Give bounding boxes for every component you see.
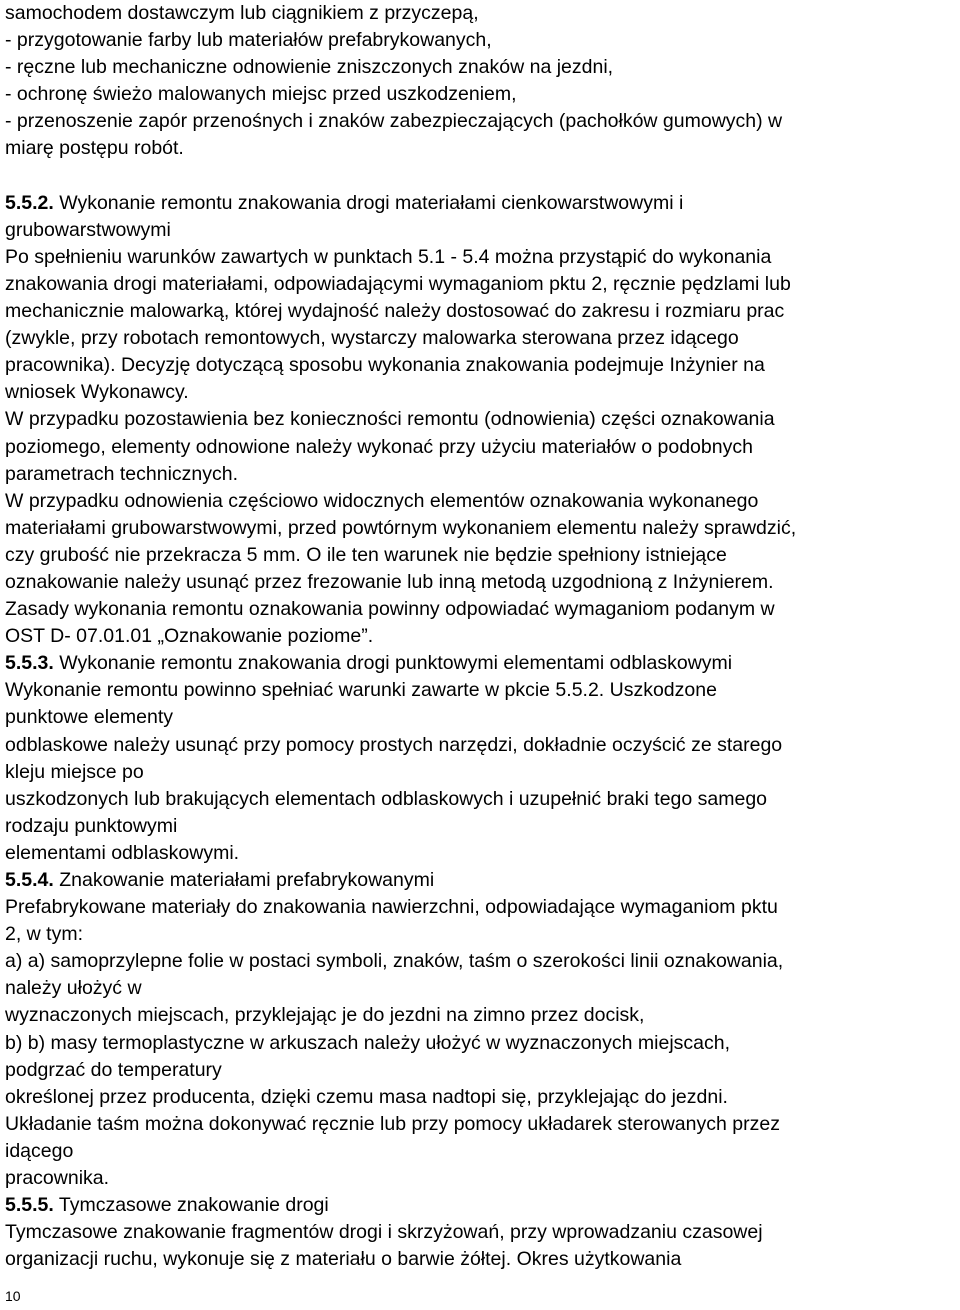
text-line: - przenoszenie zapór przenośnych i znaków zabezpieczających (pachołków gumowych) w xyxy=(5,110,783,133)
text-line: - przygotowanie farby lub materiałów prefabrykowanych, xyxy=(5,29,492,52)
section-number: 5.5.3. xyxy=(5,652,54,675)
blank-line xyxy=(5,163,955,190)
text-line: 2, w tym: xyxy=(5,923,84,946)
section-title: Znakowanie materiałami prefabrykowanymi xyxy=(53,869,435,891)
text-line: czy grubość nie przekracza 5 mm. O ile ten warunek nie będzie spełniony istniejące xyxy=(5,543,727,566)
text-line: podgrzać do temperatury xyxy=(5,1058,222,1081)
text-line: Prefabrykowane materiały do znakowania nawierzchni, odpowiadające wymaganiom pktu xyxy=(5,896,778,919)
text-line: określonej przez producenta, dzięki czemu masa nadtopi się, przyklejając do jezdni. xyxy=(5,1085,728,1108)
text-line: punktowe elementy xyxy=(5,706,174,729)
text-line: Wykonanie remontu powinno spełniać warunki zawarte w pkcie 5.5.2. Uszkodzone xyxy=(5,679,717,702)
section-heading xyxy=(5,190,955,217)
section-number: 5.5.5. xyxy=(5,1194,54,1217)
text-line: oznakowanie należy usunąć przez frezowanie lub inną metodą uzgodnioną z Inżynierem. xyxy=(5,570,774,593)
text-line: znakowania drogi materiałami, odpowiadającymi wymaganiom pktu 2, ręcznie pędzlami lub xyxy=(5,272,791,295)
text-line: Po spełnieniu warunków zawartych w punktach 5.1 - 5.4 można przystąpić do wykonania xyxy=(5,245,772,268)
text-line: wyznaczonych miejscach, przyklejając je do jezdni na zimno przez docisk, xyxy=(5,1004,645,1027)
section-title: Wykonanie remontu znakowania drogi punktowymi elementami odblaskowymi xyxy=(53,652,733,675)
text-line: mechanicznie malowarką, której wydajność należy dostosować do zakresu i rozmiaru prac xyxy=(5,300,785,323)
text-line: b) b) masy termoplastyczne w arkuszach należy ułożyć w wyznaczonych miejscach, xyxy=(5,1031,731,1054)
text-line: poziomego, elementy odnowione należy wykonać przy użyciu materiałów o podobnych xyxy=(5,435,753,458)
text-line: - ręczne lub mechaniczne odnowienie zniszczonych znaków na jezdni, xyxy=(5,56,614,79)
section-heading xyxy=(5,650,955,677)
section-number: 5.5.4. xyxy=(5,869,54,891)
page-number: 10 xyxy=(5,1288,21,1304)
text-line: należy ułożyć w xyxy=(5,977,142,1000)
text-line: kleju miejsce po xyxy=(5,760,144,783)
text-line: odblaskowe należy usunąć przy pomocy prostych narzędzi, dokładnie oczyścić ze starego xyxy=(5,733,783,756)
text-line: organizacji ruchu, wykonuje się z materiału o barwie żółtej. Okres użytkowania xyxy=(5,1248,682,1271)
section-title: Wykonanie remontu znakowania drogi materiałami cienkowarstwowymi i xyxy=(53,191,684,214)
text-line: grubowarstwowymi xyxy=(5,218,171,241)
text-line: pracownika). Decyzję dotyczącą sposobu wykonania znakowania podejmuje Inżynier na xyxy=(5,354,765,377)
section-number: 5.5.2. xyxy=(5,191,54,214)
text-line: (zwykle, przy robotach remontowych, wystarczy malowarka sterowana przez idącego xyxy=(5,327,739,350)
document-page xyxy=(5,0,955,1273)
text-line: idącego xyxy=(5,1139,74,1162)
text-line: uszkodzonych lub brakujących elementach odblaskowych i uzupełnić braki tego samego xyxy=(5,787,768,810)
text-line: pracownika. xyxy=(5,1167,110,1190)
text-line: - ochronę świeżo malowanych miejsc przed uszkodzeniem, xyxy=(5,83,517,106)
text-line: miarę postępu robót. xyxy=(5,137,184,160)
text-line: Tymczasowe znakowanie fragmentów drogi i skrzyżowań, przy wprowadzaniu czasowej xyxy=(5,1221,763,1244)
text-line: rodzaju punktowymi xyxy=(5,814,178,837)
text-line: Układanie taśm można dokonywać ręcznie lub przy pomocy układarek sterowanych przez xyxy=(5,1112,780,1135)
section-title: Tymczasowe znakowanie drogi xyxy=(53,1194,329,1217)
text-line: OST D- 07.01.01 „Oznakowanie poziome”. xyxy=(5,625,374,648)
text-line: elementami odblaskowymi. xyxy=(5,841,240,864)
section-heading xyxy=(5,867,955,894)
section-heading xyxy=(5,1192,955,1219)
text-line: W przypadku pozostawienia bez konieczności remontu (odnowienia) części oznakowania xyxy=(5,408,775,431)
text-line: samochodem dostawczym lub ciągnikiem z przyczepą, xyxy=(5,2,479,24)
text-line: a) a) samoprzylepne folie w postaci symboli, znaków, taśm o szerokości linii oznakowania, xyxy=(5,950,784,973)
text-line: wniosek Wykonawcy. xyxy=(5,381,189,404)
text-line: parametrach technicznych. xyxy=(5,462,239,485)
text-line: materiałami grubowarstwowymi, przed powtórnym wykonaniem elementu należy sprawdzić, xyxy=(5,516,797,539)
text-line: W przypadku odnowienia częściowo widocznych elementów oznakowania wykonanego xyxy=(5,489,759,512)
text-line: Zasady wykonania remontu oznakowania powinny odpowiadać wymaganiom podanym w xyxy=(5,598,775,621)
